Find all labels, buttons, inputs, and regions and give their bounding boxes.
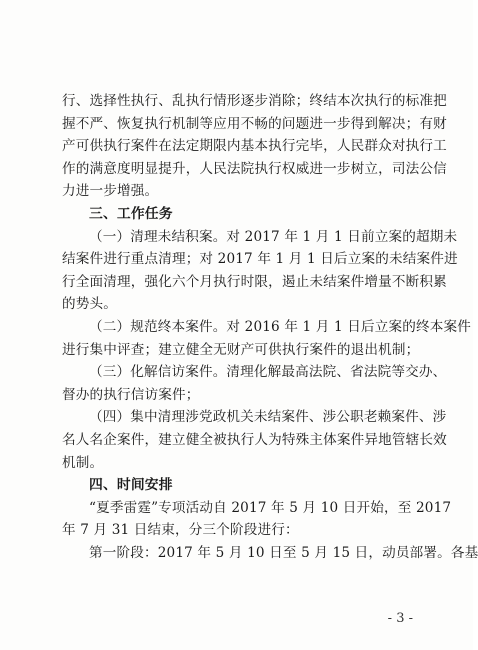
text-line: （一）清理未结积案。对 2017 年 1 月 1 日前立案的超期未 [89,228,458,245]
text-line: （三）化解信访案件。清理化解最高法院、省法院等交办、 [89,364,447,381]
text-line: 行、选择性执行、乱执行情形逐步消除；终结本次执行的标准把 [62,93,447,109]
text-line: 进行集中评查；建立健全无财产可供执行案件的退出机制； [62,341,420,358]
page-number: - 3 - [387,611,413,626]
text-line: 第一阶段：2017 年 5 月 10 日至 5 月 15 日，动员部署。各基 [89,544,478,561]
text-line: 年 7 月 31 日结束，分三个阶段进行： [62,522,299,539]
text-line: 机制。 [62,454,104,471]
text-line: “夏季雷霆”专项活动自 2017 年 5 月 10 日开始，至 2017 [89,499,452,516]
text-line: 的势头。 [62,296,117,313]
document-body [62,90,478,564]
text-line: 作的满意度明显提升，人民法院执行权威进一步树立，司法公信 [62,160,447,177]
text-line: 产可供执行案件在法定期限内基本执行完毕，人民群众对执行工 [62,138,447,155]
text-line: 名人名企案件，建立健全被执行人为特殊主体案件异地管辖长效 [62,431,447,448]
text-line: 结案件进行重点清理；对 2017 年 1 月 1 日后立案的未结案件进 [62,251,458,268]
text-line: （四）集中清理涉党政机关未结案件、涉公职老赖案件、涉 [89,409,447,426]
text-line: 力进一步增强。 [62,183,159,200]
text-line: （二）规范终本案件。对 2016 年 1 月 1 日后立案的终本案件 [89,318,471,335]
text-line: 握不严、恢复执行机制等应用不畅的问题进一步得到解决；有财 [62,115,447,132]
section-heading: 三、工作任务 [89,205,173,222]
text-line: 行全面清理，强化六个月执行时限，遏止未结案件增量不断积累 [62,273,447,290]
text-line: 督办的执行信访案件； [62,386,200,403]
section-heading: 四、时间安排 [89,477,173,494]
